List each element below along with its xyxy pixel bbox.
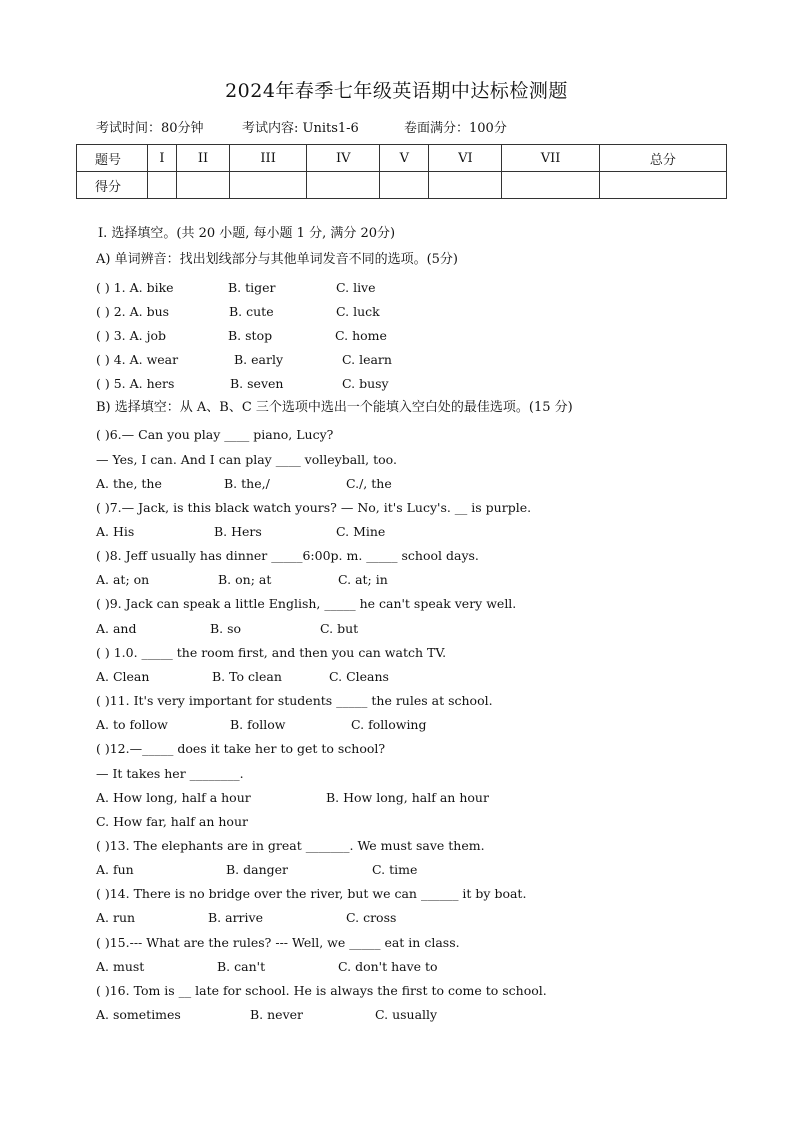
question-11: ( )11. It's very important for students _____ the rules at school. xyxy=(96,693,493,708)
option-b: B. on; at xyxy=(218,572,272,587)
score-cell[interactable] xyxy=(380,172,429,199)
section-heading: Ⅰ. 选择填空。(共 20 小题, 每小题 1 分, 满分 20分) xyxy=(98,226,396,241)
option-a: A. at; on xyxy=(96,572,150,587)
option-b: B. the,/ xyxy=(224,476,270,491)
option-b: B. Hers xyxy=(214,524,262,539)
question-8: ( )8. Jeff usually has dinner _____6:00p. m. _____ school days. xyxy=(96,548,479,563)
option-b: B. How long, half an hour xyxy=(326,790,489,805)
option-c: C. busy xyxy=(342,376,389,391)
option-a: A. sometimes xyxy=(96,1007,181,1022)
question-12-line2: — It takes her ________. xyxy=(96,766,244,781)
exam-full-score: 卷面满分：100分 xyxy=(404,121,507,136)
question-12: ( )12.—_____ does it take her to get to school? xyxy=(96,741,386,756)
option-c: C. learn xyxy=(342,352,392,367)
option-c: C. Cleans xyxy=(329,669,389,684)
option-c: C. but xyxy=(320,621,359,636)
header-cell: V xyxy=(380,145,429,172)
option-c: C./, the xyxy=(346,476,392,491)
option-a: A. How long, half a hour xyxy=(96,790,251,805)
question-9: ( )9. Jack can speak a little English, _____ he can't speak very well. xyxy=(96,596,517,611)
question-1: ( ) 1. A. bike xyxy=(96,280,174,295)
option-c: C. home xyxy=(335,328,387,343)
option-c: C. following xyxy=(351,717,427,732)
score-cell[interactable] xyxy=(148,172,177,199)
option-c: C. cross xyxy=(346,910,397,925)
header-cell: VII xyxy=(502,145,599,172)
score-cell[interactable] xyxy=(307,172,380,199)
option-a: A. the, the xyxy=(96,476,162,491)
option-c: C. How far, half an hour xyxy=(96,814,248,829)
question-6: ( )6.— Can you play ____ piano, Lucy? xyxy=(96,427,334,442)
header-cell: VI xyxy=(429,145,502,172)
score-table-header-row xyxy=(77,145,727,172)
question-10: ( ) 1.0. _____ the room first, and then you can watch TV. xyxy=(96,645,447,660)
question-3: ( ) 3. A. job xyxy=(96,328,166,343)
part-a-heading: A) 单词辨音：找出划线部分与其他单词发音不同的选项。(5分) xyxy=(96,252,459,267)
row-label: 得分 xyxy=(77,172,148,199)
option-c: C. at; in xyxy=(338,572,388,587)
page-title: 2024年春季七年级英语期中达标检测题 xyxy=(225,80,568,102)
question-6-line2: — Yes, I can. And I can play ____ volleyball, too. xyxy=(96,452,397,467)
option-c: C. Mine xyxy=(336,524,386,539)
option-b: B. seven xyxy=(230,376,284,391)
option-b: B. To clean xyxy=(212,669,282,684)
exam-time: 考试时间：80分钟 xyxy=(96,121,204,136)
option-b: B. tiger xyxy=(228,280,276,295)
question-7: ( )7.— Jack, is this black watch yours? — No, it's Lucy's. __ is purple. xyxy=(96,500,532,515)
option-a: A. and xyxy=(96,621,137,636)
score-cell[interactable] xyxy=(429,172,502,199)
score-table-score-row xyxy=(77,172,727,199)
question-5: ( ) 5. A. hers xyxy=(96,376,175,391)
header-cell: II xyxy=(176,145,229,172)
score-cell[interactable] xyxy=(176,172,229,199)
option-b: B. never xyxy=(250,1007,304,1022)
option-c: C. luck xyxy=(336,304,380,319)
score-table xyxy=(76,144,727,199)
header-cell: I xyxy=(148,145,177,172)
question-15: ( )15.--- What are the rules? --- Well, we _____ eat in class. xyxy=(96,935,460,950)
option-b: B. so xyxy=(210,621,242,636)
score-cell[interactable] xyxy=(230,172,307,199)
question-2: ( ) 2. A. bus xyxy=(96,304,170,319)
option-c: C. don't have to xyxy=(338,959,438,974)
exam-content: 考试内容: Units1-6 xyxy=(242,121,359,136)
option-a: A. fun xyxy=(96,862,134,877)
option-c: C. time xyxy=(372,862,418,877)
option-c: C. usually xyxy=(375,1007,438,1022)
option-a: A. must xyxy=(96,959,145,974)
score-cell[interactable] xyxy=(599,172,726,199)
header-cell: IV xyxy=(307,145,380,172)
option-a: A. to follow xyxy=(96,717,168,732)
option-a: A. run xyxy=(96,910,136,925)
option-a: A. His xyxy=(96,524,135,539)
option-c: C. live xyxy=(336,280,376,295)
question-4: ( ) 4. A. wear xyxy=(96,352,179,367)
header-cell: 总分 xyxy=(599,145,726,172)
option-b: B. can't xyxy=(217,959,266,974)
option-a: A. Clean xyxy=(96,669,150,684)
option-b: B. arrive xyxy=(208,910,263,925)
option-b: B. follow xyxy=(230,717,286,732)
question-14: ( )14. There is no bridge over the river, but we can ______ it by boat. xyxy=(96,886,527,901)
header-cell: III xyxy=(230,145,307,172)
option-b: B. stop xyxy=(228,328,273,343)
option-b: B. cute xyxy=(229,304,274,319)
score-cell[interactable] xyxy=(502,172,599,199)
question-13: ( )13. The elephants are in great _______. We must save them. xyxy=(96,838,485,853)
option-b: B. danger xyxy=(226,862,289,877)
header-cell: 题号 xyxy=(77,145,148,172)
part-b-heading: B) 选择填空：从 A、B、C 三个选项中选出一个能填入空白处的最佳选项。(15 分) xyxy=(96,400,573,415)
option-b: B. early xyxy=(234,352,284,367)
question-16: ( )16. Tom is __ late for school. He is always the first to come to school. xyxy=(96,983,547,998)
